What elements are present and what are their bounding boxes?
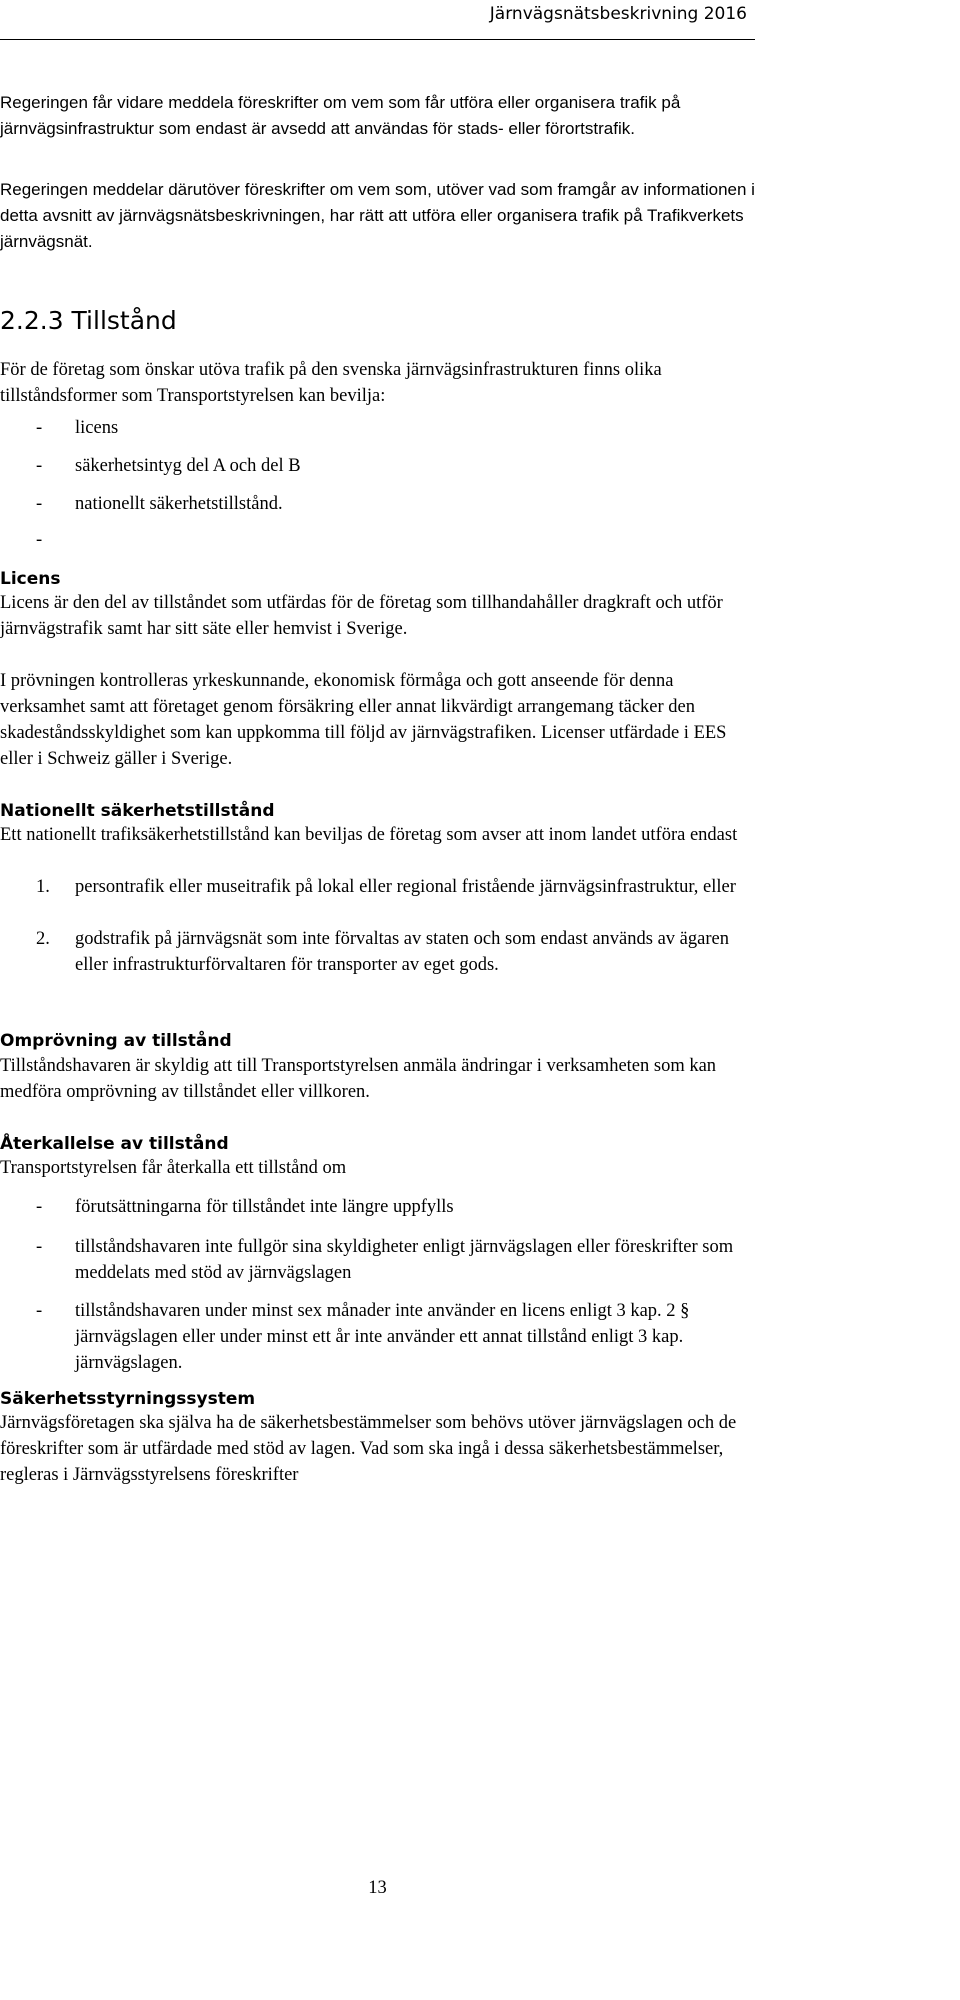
intro-paragraph-1: Regeringen får vidare meddela föreskrifter om vem som får utföra eller organisera trafik på järnvägsinfrastruktur som endast är avsedd att användas för stads- eller förortstrafik. — [0, 93, 681, 138]
list-item-text: licens — [75, 418, 119, 438]
header-rule — [0, 39, 755, 40]
dash-marker: - — [36, 418, 43, 438]
numbered-item-text: godstrafik på järnvägsnät som inte förvaltas av staten och som endast används av ägaren eller infrastrukturförvaltaren för transporter av eget gods. — [75, 929, 729, 975]
dash-marker: - — [36, 494, 43, 514]
sakerhet-heading: Säkerhetsstyrningssystem — [0, 1389, 256, 1409]
list-item-text: förutsättningarna för tillståndet inte längre uppfylls — [75, 1197, 454, 1217]
sakerhet-paragraph: Järnvägsföretagen ska själva ha de säkerhetsbestämmelser som behövs utöver järnvägslagen och de föreskrifter som är utfärdade med stöd av lagen. Vad som ska ingå i dessa säkerhetsbestämmelser, regleras i Järnvägsstyrelsens föreskrifter — [0, 1413, 737, 1485]
aterkallelse-heading: Återkallelse av tillstånd — [0, 1134, 229, 1154]
licens-heading: Licens — [0, 569, 61, 589]
section-intro: För de företag som önskar utöva trafik på den svenska järnvägsinfrastrukturen finns olika tillståndsformer som Transportstyrelsen kan bevilja: — [0, 360, 662, 406]
dash-marker: - — [36, 530, 43, 550]
list-item-text: säkerhetsintyg del A och del B — [75, 456, 301, 476]
list-item — [0, 1234, 755, 1288]
list-item — [0, 453, 755, 479]
item-number: 2. — [36, 929, 50, 949]
licens-paragraph-1: Licens är den del av tillståndet som utfärdas för de företag som tillhandahåller dragkraft och utför järnvägstrafik samt har sitt säte eller hemvist i Sverige. — [0, 593, 723, 639]
list-item — [0, 1194, 755, 1222]
omprovning-heading: Omprövning av tillstånd — [0, 1031, 232, 1051]
list-item — [0, 491, 755, 517]
aterkallelse-paragraph: Transportstyrelsen får återkalla ett tillstånd om — [0, 1158, 347, 1178]
list-item — [0, 1298, 755, 1378]
nationellt-heading: Nationellt säkerhetstillstånd — [0, 801, 275, 821]
list-item — [0, 415, 755, 441]
page-number: 13 — [368, 1878, 387, 1898]
item-number: 1. — [36, 877, 50, 897]
dash-marker: - — [36, 1197, 43, 1217]
dash-marker: - — [36, 1237, 43, 1257]
omprovning-paragraph: Tillståndshavaren är skyldig att till Transportstyrelsen anmäla ändringar i verksamheten som kan medföra omprövning av tillståndet eller villkoren. — [0, 1056, 717, 1102]
licens-paragraph-2: I prövningen kontrolleras yrkeskunnande, ekonomisk förmåga och gott anseende för denna verksamhet samt att företaget genom försäkring eller annat likvärdigt arrangemang täcker den skadeståndsskyldighet som kan uppkomma till följd av järnvägstrafiken. Licenser utfärdade i EES eller i Schweiz gäller i Sverige. — [0, 671, 727, 769]
empty-list-item — [0, 527, 755, 553]
list-item-text: tillståndshavaren inte fullgör sina skyldigheter enligt järnvägslagen eller föreskrifter som meddelats med stöd av järnvägslagen — [75, 1237, 734, 1283]
intro-paragraph-2: Regeringen meddelar därutöver föreskrifter om vem som, utöver vad som framgår av informationen i detta avsnitt av järnvägsnätsbeskrivningen, har rätt att utföra eller organisera trafik på Trafikverkets järnvägsnät. — [0, 180, 755, 251]
dash-marker: - — [36, 1301, 43, 1321]
list-item-text: tillståndshavaren under minst sex månader inte använder en licens enligt 3 kap. 2 § järnvägslagen eller under minst ett år inte använder ett annat tillstånd enligt 3 kap. järnvägslagen. — [75, 1301, 690, 1373]
numbered-item — [0, 926, 755, 1006]
numbered-item — [0, 874, 755, 928]
page-header — [0, 0, 755, 40]
list-item-text: nationellt säkerhetstillstånd. — [75, 494, 283, 514]
nationellt-paragraph: Ett nationellt trafiksäkerhetstillstånd kan beviljas de företag som avser att inom landet utföra endast — [0, 825, 738, 845]
numbered-item-text: persontrafik eller museitrafik på lokal eller regional fristående järnvägsinfrastruktur, eller — [75, 877, 736, 897]
dash-marker: - — [36, 456, 43, 476]
document-title: Järnvägsnätsbeskrivning 2016 — [489, 4, 747, 24]
section-heading: 2.2.3 Tillstånd — [0, 306, 177, 335]
